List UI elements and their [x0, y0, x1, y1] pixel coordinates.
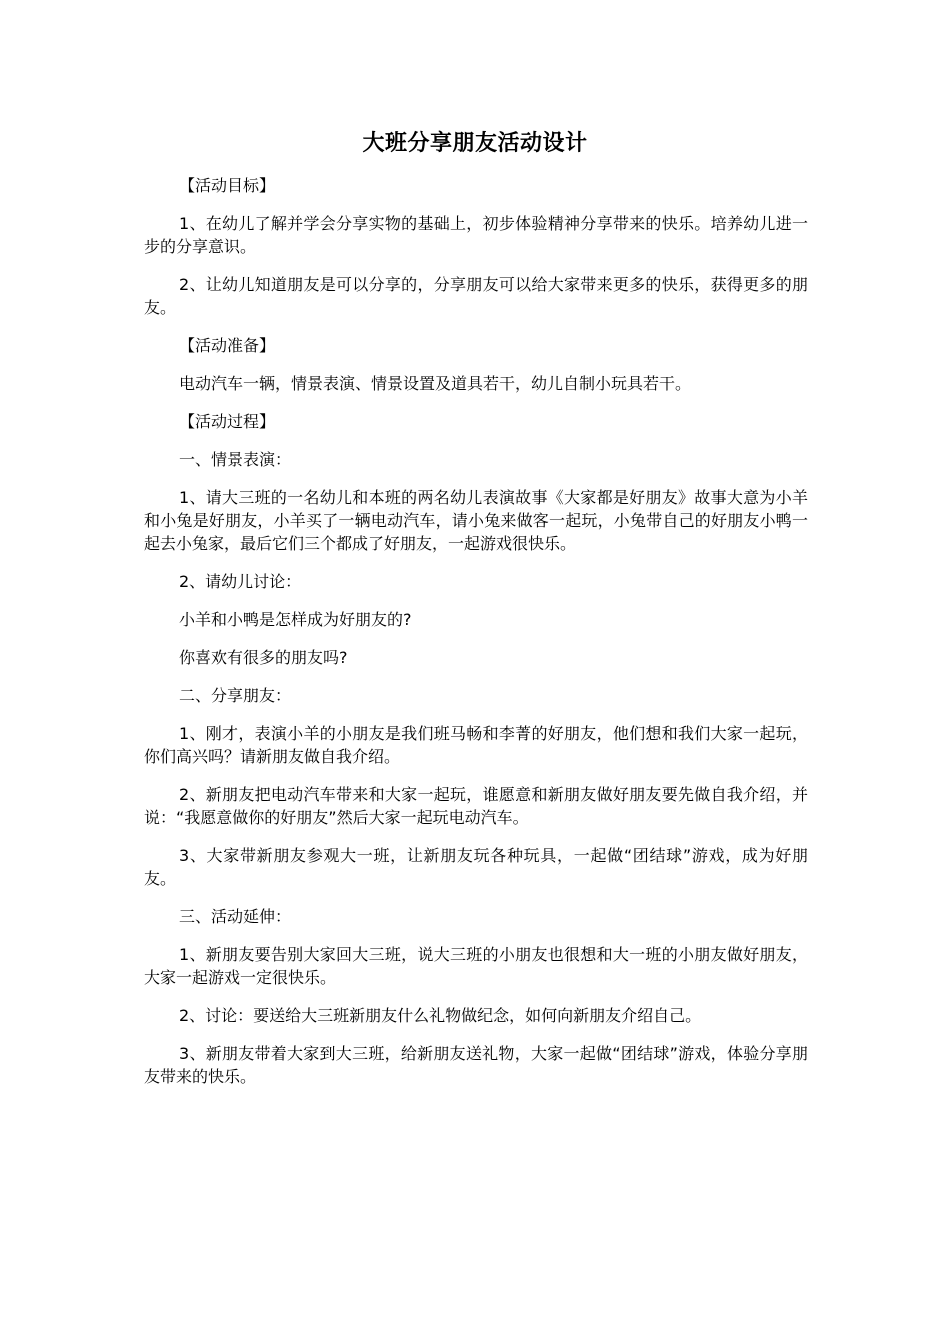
document-title: 大班分享朋友活动设计: [362, 131, 588, 156]
process-item: 2、新朋友把电动汽车带来和大家一起玩，谁愿意和新朋友做好朋友要先做自我介绍，并说：“我愿意做你的好朋友”然后大家一起玩电动汽车。: [144, 785, 808, 827]
process-item: 1、请大三班的一名幼儿和本班的两名幼儿表演故事《大家都是好朋友》故事大意为小羊和小兔是好朋友，小羊买了一辆电动汽车，请小兔来做客一起玩，小兔带自己的好朋友小鸭一起去小兔家，最后它们三个都成了好朋友，一起游戏很快乐。: [144, 488, 808, 553]
process-item: 1、刚才，表演小羊的小朋友是我们班马畅和李菁的好朋友，他们想和我们大家一起玩，你们高兴吗？请新朋友做自我介绍。: [144, 724, 808, 766]
discussion-question: 小羊和小鸭是怎样成为好朋友的?: [179, 610, 412, 629]
preparation-text: 电动汽车一辆，情景表演、情景设置及道具若干，幼儿自制小玩具若干。: [179, 374, 692, 393]
subsection-heading-3: 三、活动延伸：: [179, 907, 292, 926]
subsection-heading-2: 二、分享朋友：: [179, 686, 292, 705]
document-body: [144, 174, 808, 1103]
process-item: 2、请幼儿讨论：: [179, 572, 302, 591]
process-item: 3、大家带新朋友参观大一班，让新朋友玩各种玩具，一起做“团结球”游戏，成为好朋友。: [144, 846, 808, 888]
extension-item: 2、讨论：要送给大三班新朋友什么礼物做纪念，如何向新朋友介绍自己。: [179, 1006, 702, 1025]
extension-item: 3、新朋友带着大家到大三班，给新朋友送礼物，大家一起做“团结球”游戏，体验分享朋友带来的快乐。: [144, 1044, 808, 1086]
goal-item-1: 1、在幼儿了解并学会分享实物的基础上，初步体验精神分享带来的快乐。培养幼儿进一步的分享意识。: [144, 214, 808, 256]
section-heading-preparation: 【活动准备】: [179, 336, 276, 355]
subsection-heading-1: 一、情景表演：: [179, 450, 292, 469]
extension-item: 1、新朋友要告别大家回大三班，说大三班的小朋友也很想和大一班的小朋友做好朋友，大家一起游戏一定很快乐。: [144, 945, 808, 987]
discussion-question: 你喜欢有很多的朋友吗?: [179, 648, 348, 667]
section-heading-process: 【活动过程】: [179, 412, 276, 431]
section-heading-goals: 【活动目标】: [179, 176, 276, 195]
goal-item-2: 2、让幼儿知道朋友是可以分享的，分享朋友可以给大家带来更多的快乐，获得更多的朋友。: [144, 275, 808, 317]
